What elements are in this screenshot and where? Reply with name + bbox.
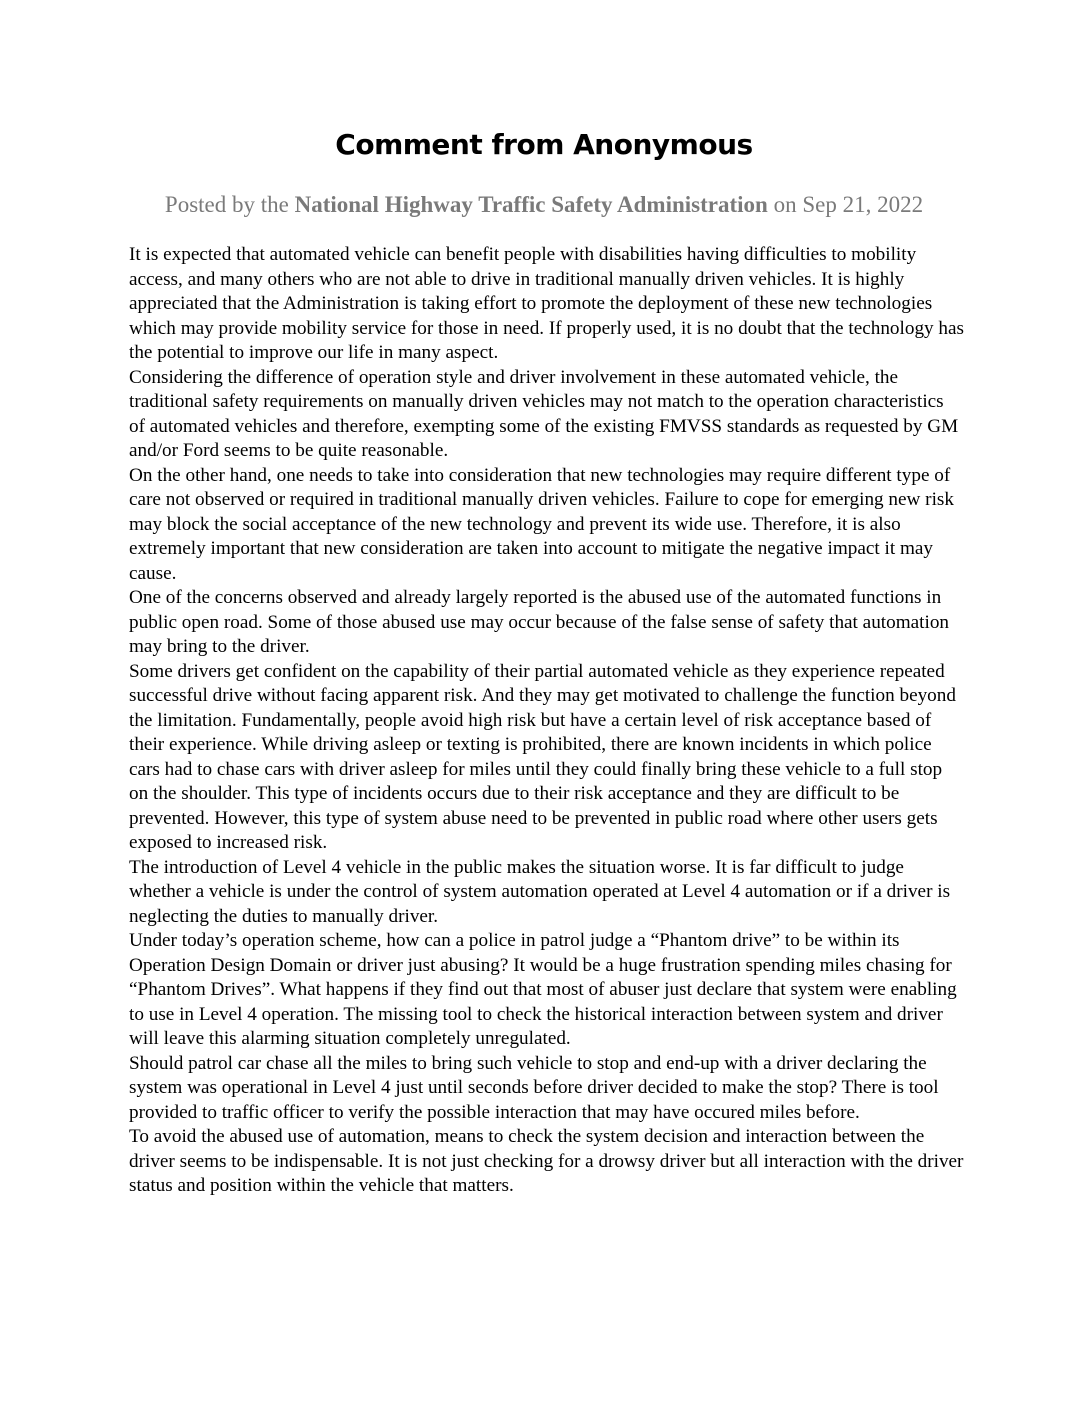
paragraph-4: One of the concerns observed and already largely reported is the abused use of the automated functions in public open road. Some of those abused use may occur because of the false sense of safety that automation may bring to the driver.: [129, 587, 950, 657]
paragraph-1: It is expected that automated vehicle can benefit people with disabilities having difficulties to mobility access, and many others who are not able to drive in traditional manually driven vehicles. It is highly appreciated that the Administration is taking effort to promote the deployment of these new technologies which may provide mobility service for those in need. If properly used, it is no doubt that the technology has the potential to improve our life in many aspect.: [129, 244, 965, 363]
paragraph-6: The introduction of Level 4 vehicle in the public makes the situation worse. It is far difficult to judge whether a vehicle is under the control of system automation operated at Level 4 automation or if a driver is neglecting the duties to manually driver.: [129, 856, 951, 927]
page-title: Comment from Anonymous: [335, 128, 753, 161]
byline-agency: National Highway Traffic Safety Administration: [294, 192, 768, 217]
byline-date: on Sep 21, 2022: [773, 192, 924, 217]
paragraph-3: On the other hand, one needs to take into consideration that new technologies may require different type of care not observed or required in traditional manually driven vehicles. Failure to cope for emerging new risk may block the social acceptance of the new technology and prevent its wide use. Therefore, it is also extremely important that new consideration are taken into account to mitigate the negative impact it may cause.: [129, 464, 954, 584]
paragraph-8: Should patrol car chase all the miles to bring such vehicle to stop and end-up with a driver declaring the system was operational in Level 4 just until seconds before driver decided to make the stop? There is tool provided to traffic officer to verify the possible interaction that may have occured miles before.: [129, 1052, 939, 1123]
comment-body: [129, 243, 964, 1199]
byline: [0, 192, 1088, 218]
paragraph-2: Considering the difference of operation style and driver involvement in these automated vehicle, the traditional safety requirements on manually driven vehicles may not match to the operation characteristics of automated vehicles and therefore, exempting some of the existing FMVSS standards as requested by GM and/or Ford seems to be quite reasonable.: [129, 366, 959, 461]
paragraph-7: Under today’s operation scheme, how can a police in patrol judge a “Phantom drive” to be within its Operation Design Domain or driver just abusing? It would be a huge frustration spending miles chasing for “Phantom Drives”. What happens if they find out that most of abuser just declare that system were enabling to use in Level 4 operation. The missing tool to check the historical interaction between system and driver will leave this alarming situation completely unregulated.: [129, 930, 957, 1049]
paragraph-9: To avoid the abused use of automation, means to check the system decision and interaction between the driver seems to be indispensable. It is not just checking for a drowsy driver but all interaction with the driver status and position within the vehicle that matters.: [129, 1126, 964, 1196]
paragraph-5: Some drivers get confident on the capability of their partial automated vehicle as they experience repeated successful drive without facing apparent risk. And they may get motivated to challenge the function beyond the limitation. Fundamentally, people avoid high risk but have a certain level of risk acceptance based of their experience. While driving asleep or texting is prohibited, there are known incidents in which police cars had to chase cars with driver asleep for miles until they could finally bring these vehicle to a full stop on the shoulder. This type of incidents occurs due to their risk acceptance and they are difficult to be prevented. However, this type of system abuse need to be prevented in public road where other users gets exposed to increased risk.: [129, 660, 956, 853]
byline-prefix: Posted by the: [164, 192, 289, 217]
